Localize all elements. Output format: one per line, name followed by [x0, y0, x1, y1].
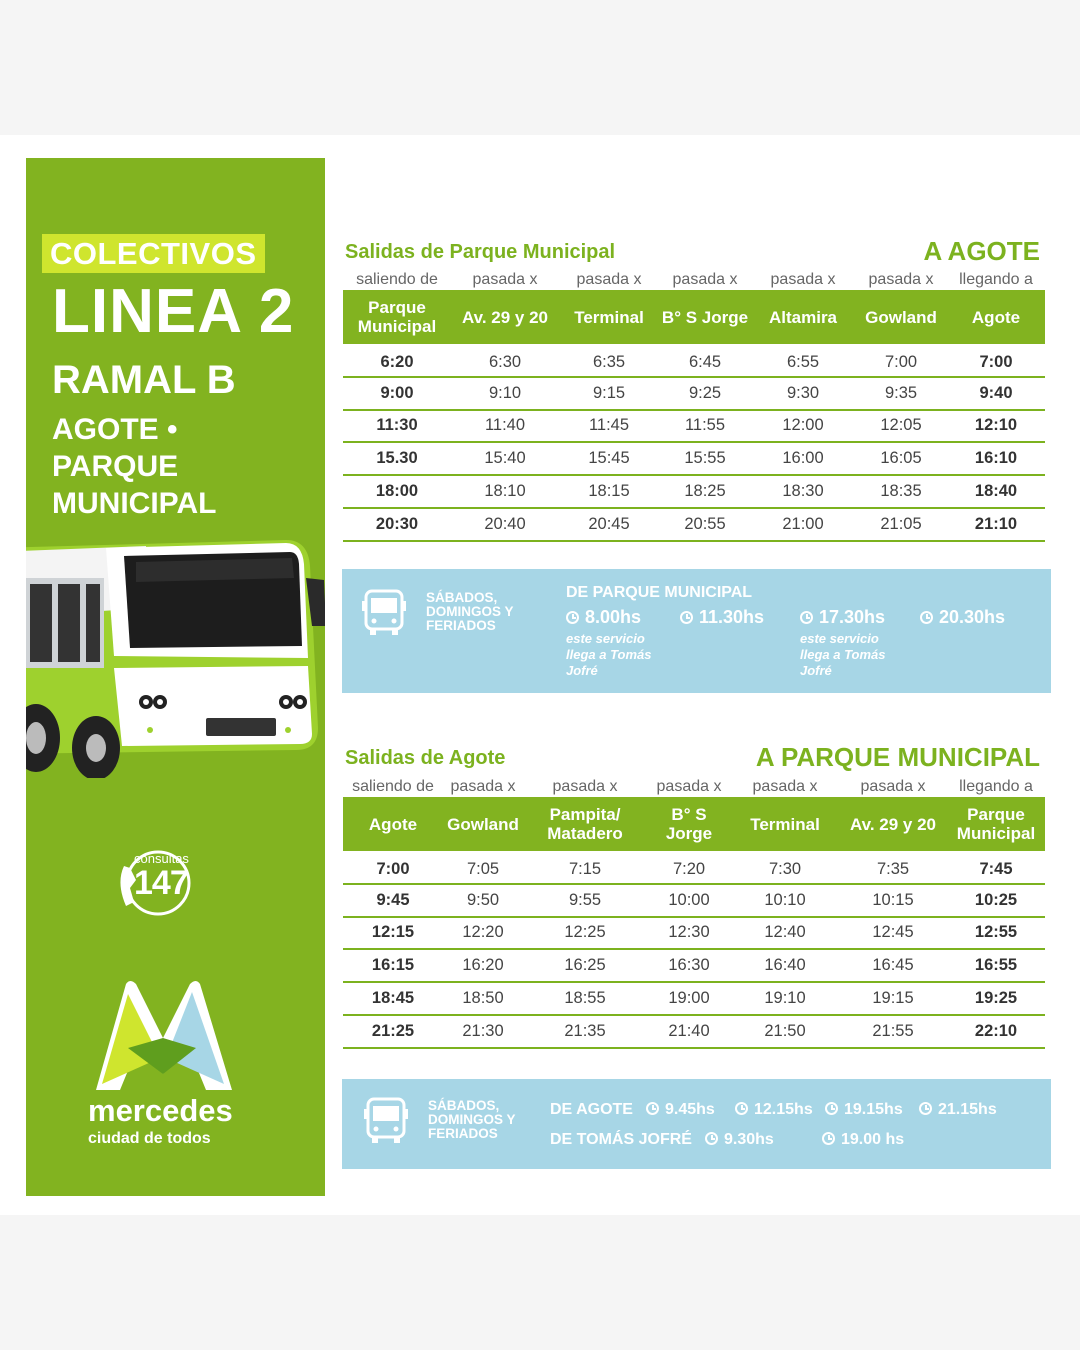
caption: pasada x — [860, 778, 926, 795]
column-header: B° S Jorge — [659, 290, 751, 344]
clock-icon — [825, 1102, 838, 1115]
column-header: Parque Municipal — [947, 797, 1045, 851]
time-cell: 21:05 — [855, 508, 947, 541]
time-cell: 18:50 — [443, 982, 523, 1015]
time-cell: 7:20 — [647, 851, 731, 884]
time-cell: 9:10 — [451, 377, 559, 410]
consult-number: 147 — [134, 864, 188, 902]
time-cell: 10:25 — [947, 884, 1045, 917]
time-cell: 20:55 — [659, 508, 751, 541]
caption: llegando a — [959, 778, 1033, 795]
bus-icon — [360, 589, 408, 637]
time-cell: 19:10 — [731, 982, 839, 1015]
time-cell: 16:05 — [855, 442, 947, 475]
time-cell: 11:45 — [559, 410, 659, 443]
time-cell: 22:10 — [947, 1015, 1045, 1048]
column-header: Pampita/ Matadero — [523, 797, 647, 851]
route-line: AGOTE • — [52, 413, 178, 446]
table-row — [343, 410, 1045, 443]
time-cell: 7:15 — [523, 851, 647, 884]
clock-icon — [705, 1132, 718, 1145]
table-row — [343, 851, 1045, 884]
table-row — [343, 982, 1045, 1015]
weekend-time — [825, 1101, 903, 1119]
caption-row — [343, 775, 1045, 797]
time-cell: 9:40 — [947, 377, 1045, 410]
weekend-time — [735, 1101, 813, 1119]
clock-icon — [800, 611, 813, 624]
caption-row — [343, 268, 1045, 290]
time-cell: 7:00 — [947, 344, 1045, 377]
colectivos-tag: COLECTIVOS — [42, 234, 265, 273]
service-note: este servicio llega a Tomás Jofré — [566, 631, 652, 678]
time-cell: 18:25 — [659, 475, 751, 508]
clock-icon — [566, 611, 579, 624]
caption: pasada x — [552, 778, 618, 795]
column-header: Parque Municipal — [343, 290, 451, 344]
time-cell: 18:30 — [751, 475, 855, 508]
caption: pasada x — [752, 778, 818, 795]
column-header: Agote — [947, 290, 1045, 344]
caption: pasada x — [672, 271, 738, 288]
time-cell: 18:55 — [523, 982, 647, 1015]
time-cell: 21:55 — [839, 1015, 947, 1048]
time-cell: 10:15 — [839, 884, 947, 917]
table-row — [343, 377, 1045, 410]
schedule-card — [0, 135, 1080, 1215]
weekend-box-2 — [342, 1079, 1051, 1169]
time-cell: 11:55 — [659, 410, 751, 443]
section2-direction: A PARQUE MUNICIPAL — [755, 742, 1040, 772]
time-text: 19.00 hs — [841, 1131, 905, 1148]
time-cell: 12:45 — [839, 917, 947, 950]
time-cell: 6:30 — [451, 344, 559, 377]
clock-icon — [646, 1102, 659, 1115]
time-cell: 18:15 — [559, 475, 659, 508]
weekend-time — [646, 1101, 715, 1119]
time-cell: 12:15 — [343, 917, 443, 950]
time-cell: 12:10 — [947, 410, 1045, 443]
time-cell: 15:45 — [559, 442, 659, 475]
weekend-label: SÁBADOS, DOMINGOS Y FERIADOS — [426, 590, 514, 633]
time-text: 9.45hs — [665, 1101, 715, 1118]
table-row — [343, 917, 1045, 950]
table-row — [343, 344, 1045, 377]
time-cell: 16:55 — [947, 949, 1045, 982]
time-cell: 12:00 — [751, 410, 855, 443]
time-cell: 6:55 — [751, 344, 855, 377]
time-text: 9.30hs — [724, 1131, 774, 1148]
timetable-agote-to-parque — [343, 775, 1045, 1049]
time-cell: 6:45 — [659, 344, 751, 377]
time-cell: 9:25 — [659, 377, 751, 410]
caption: pasada x — [576, 271, 642, 288]
timetable-body — [343, 851, 1045, 1048]
column-header: Av. 29 y 20 — [839, 797, 947, 851]
time-cell: 7:30 — [731, 851, 839, 884]
time-cell: 7:05 — [443, 851, 523, 884]
column-header: Altamira — [751, 290, 855, 344]
section2-title: Salidas de Agote — [345, 747, 506, 769]
mercedes-logo-icon — [88, 978, 238, 1090]
time-cell: 10:00 — [647, 884, 731, 917]
table-row — [343, 949, 1045, 982]
time-cell: 9:30 — [751, 377, 855, 410]
time-cell: 12:25 — [523, 917, 647, 950]
time-cell: 18:45 — [343, 982, 443, 1015]
time-cell: 16:25 — [523, 949, 647, 982]
time-cell: 19:15 — [839, 982, 947, 1015]
time-cell: 10:10 — [731, 884, 839, 917]
table-row — [343, 1015, 1045, 1048]
weekend-time — [680, 607, 764, 628]
time-cell: 15:40 — [451, 442, 559, 475]
route-line: PARQUE — [52, 450, 179, 483]
clock-icon — [919, 1102, 932, 1115]
time-cell: 20:30 — [343, 508, 451, 541]
column-header: B° S Jorge — [647, 797, 731, 851]
time-cell: 11:40 — [451, 410, 559, 443]
weekend-time — [705, 1131, 774, 1149]
table-row — [343, 508, 1045, 541]
weekend-from: DE TOMÁS JOFRÉ — [550, 1131, 692, 1148]
time-cell: 16:00 — [751, 442, 855, 475]
time-cell: 12:55 — [947, 917, 1045, 950]
section1-direction: A AGOTE — [923, 236, 1040, 266]
time-cell: 20:40 — [451, 508, 559, 541]
time-cell: 16:45 — [839, 949, 947, 982]
time-cell: 21:30 — [443, 1015, 523, 1048]
time-cell: 16:15 — [343, 949, 443, 982]
table-row — [343, 475, 1045, 508]
caption: saliendo de — [352, 778, 434, 795]
time-cell: 19:00 — [647, 982, 731, 1015]
branch-title: RAMAL B — [52, 358, 236, 402]
time-text: 20.30hs — [939, 607, 1006, 627]
caption: saliendo de — [356, 271, 438, 288]
time-cell: 9:00 — [343, 377, 451, 410]
caption: pasada x — [656, 778, 722, 795]
weekend-time — [920, 607, 1005, 628]
time-cell: 9:50 — [443, 884, 523, 917]
time-text: 19.15hs — [844, 1101, 903, 1118]
side-panel — [26, 158, 325, 1196]
time-cell: 18:40 — [947, 475, 1045, 508]
time-cell: 9:35 — [855, 377, 947, 410]
line-title: LINEA 2 — [52, 277, 295, 346]
time-text: 8.00hs — [585, 607, 642, 627]
time-cell: 21:35 — [523, 1015, 647, 1048]
time-cell: 16:10 — [947, 442, 1045, 475]
bus-illustration — [26, 538, 325, 778]
time-text: 17.30hs — [819, 607, 886, 627]
table-row — [343, 884, 1045, 917]
clock-icon — [920, 611, 933, 624]
timetable-parque-to-agote — [343, 268, 1045, 542]
bus-icon — [362, 1097, 410, 1145]
brand-tagline: ciudad de todos — [88, 1130, 211, 1147]
time-cell: 21:25 — [343, 1015, 443, 1048]
weekend-from: DE AGOTE — [550, 1101, 633, 1118]
route-line: MUNICIPAL — [52, 487, 217, 520]
time-cell: 9:15 — [559, 377, 659, 410]
clock-icon — [680, 611, 693, 624]
weekend-time — [822, 1131, 904, 1149]
column-header: Av. 29 y 20 — [451, 290, 559, 344]
time-cell: 16:40 — [731, 949, 839, 982]
time-cell: 12:20 — [443, 917, 523, 950]
weekend-time — [566, 607, 641, 628]
service-note: este servicio llega a Tomás Jofré — [800, 631, 886, 678]
time-cell: 7:35 — [839, 851, 947, 884]
caption: pasada x — [450, 778, 516, 795]
time-cell: 16:20 — [443, 949, 523, 982]
weekend-time — [919, 1101, 997, 1119]
time-text: 21.15hs — [938, 1101, 997, 1118]
clock-icon — [735, 1102, 748, 1115]
column-header: Gowland — [855, 290, 947, 344]
time-cell: 7:45 — [947, 851, 1045, 884]
time-cell: 20:45 — [559, 508, 659, 541]
time-cell: 21:00 — [751, 508, 855, 541]
time-cell: 15.30 — [343, 442, 451, 475]
weekend-time — [800, 607, 885, 628]
header-row — [343, 290, 1045, 344]
column-header: Terminal — [559, 290, 659, 344]
time-cell: 15:55 — [659, 442, 751, 475]
time-cell: 9:55 — [523, 884, 647, 917]
time-text: 11.30hs — [699, 607, 765, 627]
time-cell: 6:35 — [559, 344, 659, 377]
weekend-from: DE PARQUE MUNICIPAL — [566, 584, 753, 601]
caption: pasada x — [472, 271, 538, 288]
clock-icon — [822, 1132, 835, 1145]
time-cell: 19:25 — [947, 982, 1045, 1015]
weekend-box-1 — [342, 569, 1051, 693]
time-cell: 21:10 — [947, 508, 1045, 541]
header-row — [343, 797, 1045, 851]
time-cell: 11:30 — [343, 410, 451, 443]
table-row — [343, 442, 1045, 475]
time-cell: 7:00 — [855, 344, 947, 377]
caption: llegando a — [959, 271, 1033, 288]
time-cell: 16:30 — [647, 949, 731, 982]
time-cell: 9:45 — [343, 884, 443, 917]
time-cell: 12:05 — [855, 410, 947, 443]
timetable-body — [343, 344, 1045, 541]
time-cell: 21:40 — [647, 1015, 731, 1048]
consult-label: consultas — [134, 851, 189, 866]
time-cell: 12:40 — [731, 917, 839, 950]
time-cell: 7:00 — [343, 851, 443, 884]
time-cell: 6:20 — [343, 344, 451, 377]
route-name — [52, 411, 216, 522]
time-cell: 21:50 — [731, 1015, 839, 1048]
caption: pasada x — [868, 271, 934, 288]
time-text: 12.15hs — [754, 1101, 813, 1118]
column-header: Agote — [343, 797, 443, 851]
time-cell: 18:35 — [855, 475, 947, 508]
column-header: Gowland — [443, 797, 523, 851]
section1-title: Salidas de Parque Municipal — [345, 241, 616, 263]
time-cell: 12:30 — [647, 917, 731, 950]
time-cell: 18:10 — [451, 475, 559, 508]
brand-name: mercedes — [88, 1093, 233, 1128]
column-header: Terminal — [731, 797, 839, 851]
weekend-label: SÁBADOS, DOMINGOS Y FERIADOS — [428, 1098, 516, 1141]
caption: pasada x — [770, 271, 836, 288]
time-cell: 18:00 — [343, 475, 451, 508]
